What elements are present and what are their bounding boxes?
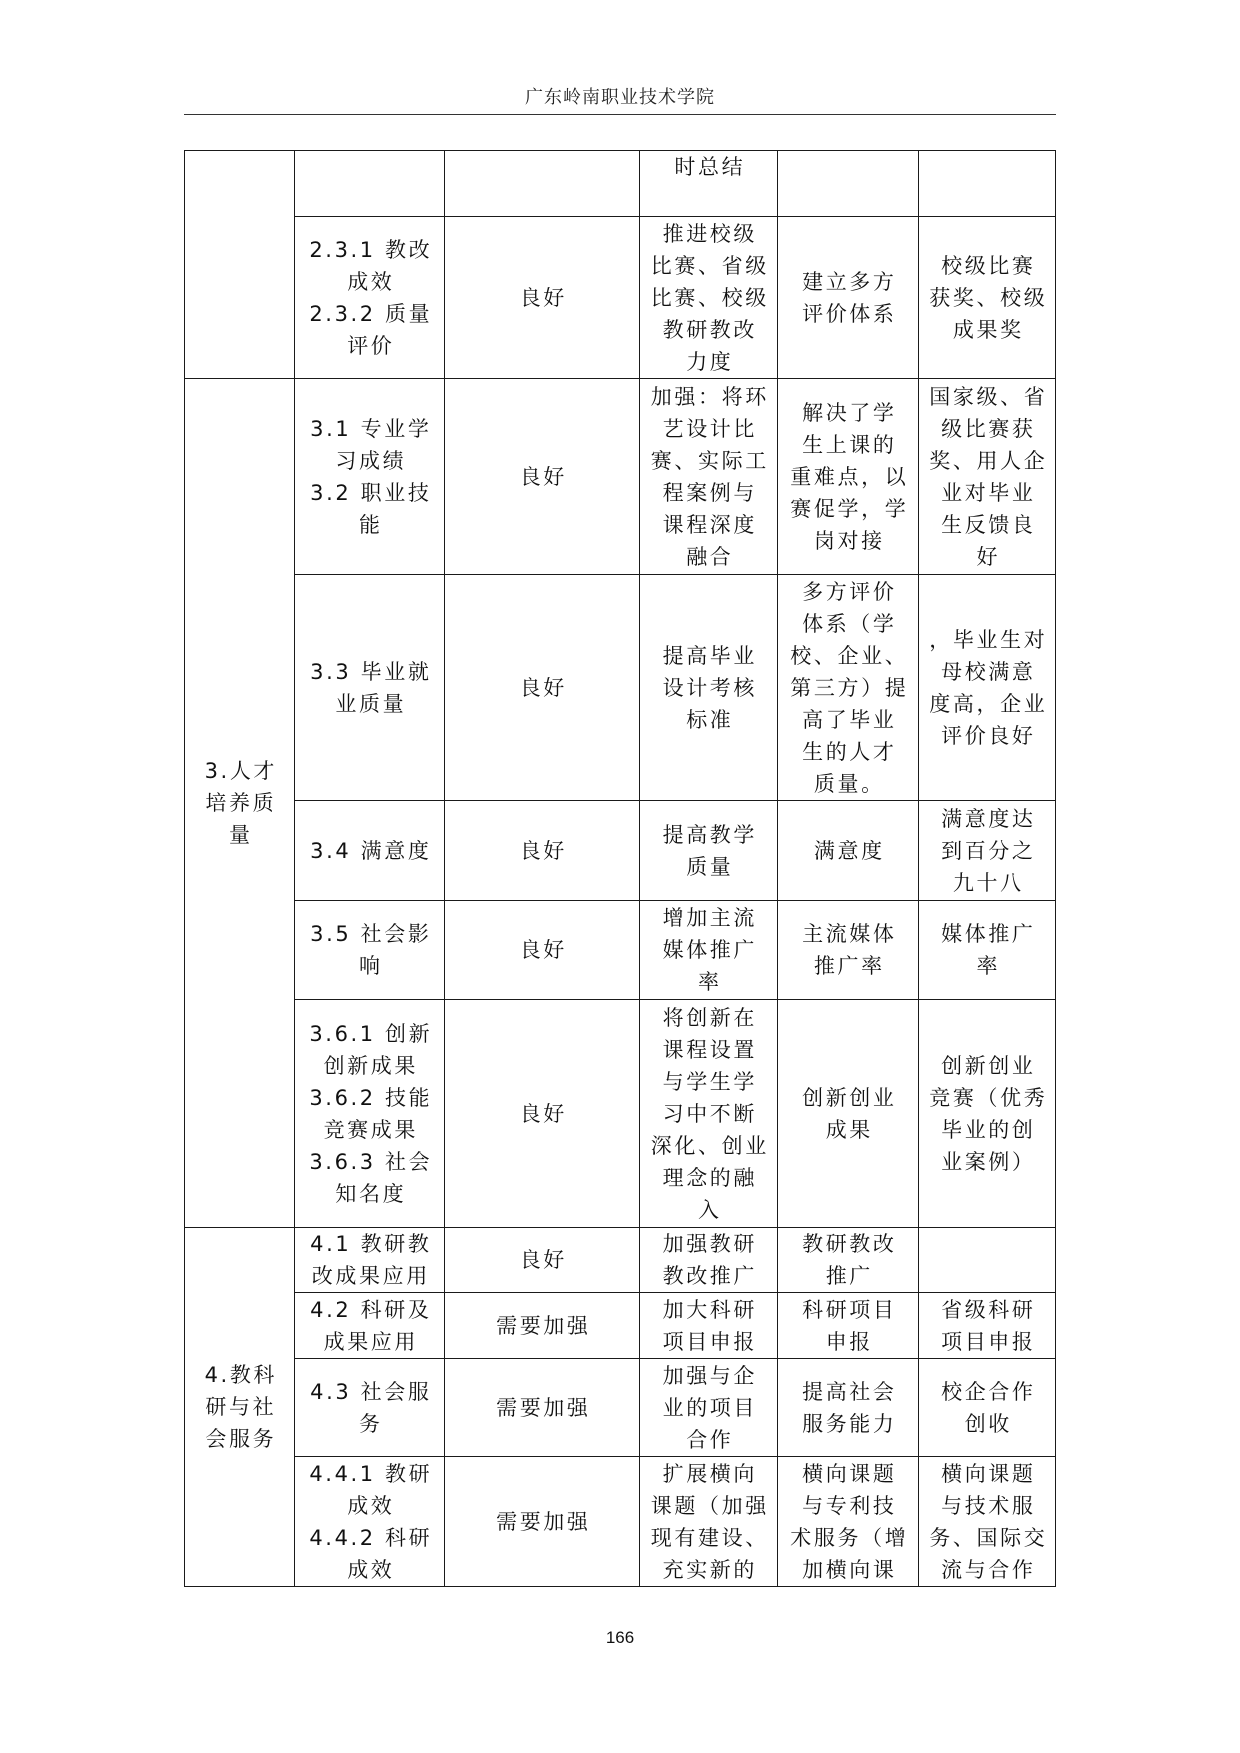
evidence-cell <box>919 151 1056 217</box>
indicator-cell: 3.5 社会影 响 <box>295 901 445 1000</box>
measure-cell: 加强教研 教改推广 <box>640 1228 778 1293</box>
indicator-cell: 3.1 专业学 习成绩 3.2 职业技 能 <box>295 379 445 575</box>
evidence-cell: 省级科研 项目申报 <box>919 1293 1056 1359</box>
measure-cell: 加强：将环 艺设计比 赛、实际工 程案例与 课程深度 融合 <box>640 379 778 575</box>
indicator-cell: 3.4 满意度 <box>295 801 445 901</box>
measure-cell: 推进校级 比赛、省级 比赛、校级 教研教改 力度 <box>640 217 778 379</box>
category-cell: 3.人才 培养质 量 <box>185 379 295 1228</box>
rating-cell: 良好 <box>445 217 640 379</box>
evidence-cell: 横向课题 与技术服 务、国际交 流与合作 <box>919 1457 1056 1587</box>
rating-cell: 良好 <box>445 575 640 801</box>
outcome-cell: 教研教改 推广 <box>778 1228 919 1293</box>
outcome-cell: 满意度 <box>778 801 919 901</box>
evidence-cell: 媒体推广 率 <box>919 901 1056 1000</box>
rating-cell: 需要加强 <box>445 1359 640 1457</box>
measure-cell: 加强与企 业的项目 合作 <box>640 1359 778 1457</box>
rating-cell: 良好 <box>445 1228 640 1293</box>
measure-cell: 扩展横向 课题（加强 现有建设、 充实新的 <box>640 1457 778 1587</box>
indicator-cell: 4.4.1 教研 成效 4.4.2 科研 成效 <box>295 1457 445 1587</box>
rating-cell: 良好 <box>445 1000 640 1228</box>
outcome-cell: 横向课题 与专利技 术服务（增 加横向课 <box>778 1457 919 1587</box>
institution-name: 广东岭南职业技术学院 <box>525 87 715 108</box>
rating-cell: 良好 <box>445 801 640 901</box>
outcome-cell: 创新创业 成果 <box>778 1000 919 1228</box>
indicator-cell: 4.2 科研及 成果应用 <box>295 1293 445 1359</box>
measure-cell: 加大科研 项目申报 <box>640 1293 778 1359</box>
rating-cell: 良好 <box>445 379 640 575</box>
outcome-cell: 多方评价 体系（学 校、企业、 第三方）提 高了毕业 生的人才 质量。 <box>778 575 919 801</box>
measure-cell: 增加主流 媒体推广 率 <box>640 901 778 1000</box>
category-cell: 4.教科 研与社 会服务 <box>185 1228 295 1587</box>
evidence-cell: 国家级、省 级比赛获 奖、用人企 业对毕业 生反馈良 好 <box>919 379 1056 575</box>
indicator-cell <box>295 151 445 217</box>
evidence-cell: 创新创业 竞赛（优秀 毕业的创 业案例） <box>919 1000 1056 1228</box>
evaluation-table <box>184 150 1056 1587</box>
outcome-cell: 建立多方 评价体系 <box>778 217 919 379</box>
indicator-cell: 3.3 毕业就 业质量 <box>295 575 445 801</box>
evidence-cell <box>919 1228 1056 1293</box>
indicator-cell: 4.3 社会服 务 <box>295 1359 445 1457</box>
measure-cell: 提高毕业 设计考核 标准 <box>640 575 778 801</box>
outcome-cell: 提高社会 服务能力 <box>778 1359 919 1457</box>
header-rule <box>184 114 1056 115</box>
rating-cell: 需要加强 <box>445 1457 640 1587</box>
indicator-cell: 3.6.1 创新 创新成果 3.6.2 技能 竞赛成果 3.6.3 社会 知名度 <box>295 1000 445 1228</box>
outcome-cell: 解决了学 生上课的 重难点，以 赛促学，学 岗对接 <box>778 379 919 575</box>
measure-cell: 将创新在 课程设置 与学生学 习中不断 深化、创业 理念的融 入 <box>640 1000 778 1228</box>
rating-cell <box>445 151 640 217</box>
measure-cell: 提高教学 质量 <box>640 801 778 901</box>
evidence-cell: 满意度达 到百分之 九十八 <box>919 801 1056 901</box>
outcome-cell: 科研项目 申报 <box>778 1293 919 1359</box>
page-number: 166 <box>605 1628 635 1647</box>
rating-cell: 需要加强 <box>445 1293 640 1359</box>
indicator-cell: 4.1 教研教 改成果应用 <box>295 1228 445 1293</box>
rating-cell: 良好 <box>445 901 640 1000</box>
measure-cell: 时总结 <box>640 151 778 217</box>
evidence-cell: 校级比赛 获奖、校级 成果奖 <box>919 217 1056 379</box>
indicator-cell: 2.3.1 教改 成效 2.3.2 质量 评价 <box>295 217 445 379</box>
outcome-cell <box>778 151 919 217</box>
evidence-cell: 校企合作 创收 <box>919 1359 1056 1457</box>
category-cell <box>185 151 295 379</box>
outcome-cell: 主流媒体 推广率 <box>778 901 919 1000</box>
evidence-cell: ，毕业生对 母校满意 度高，企业 评价良好 <box>919 575 1056 801</box>
